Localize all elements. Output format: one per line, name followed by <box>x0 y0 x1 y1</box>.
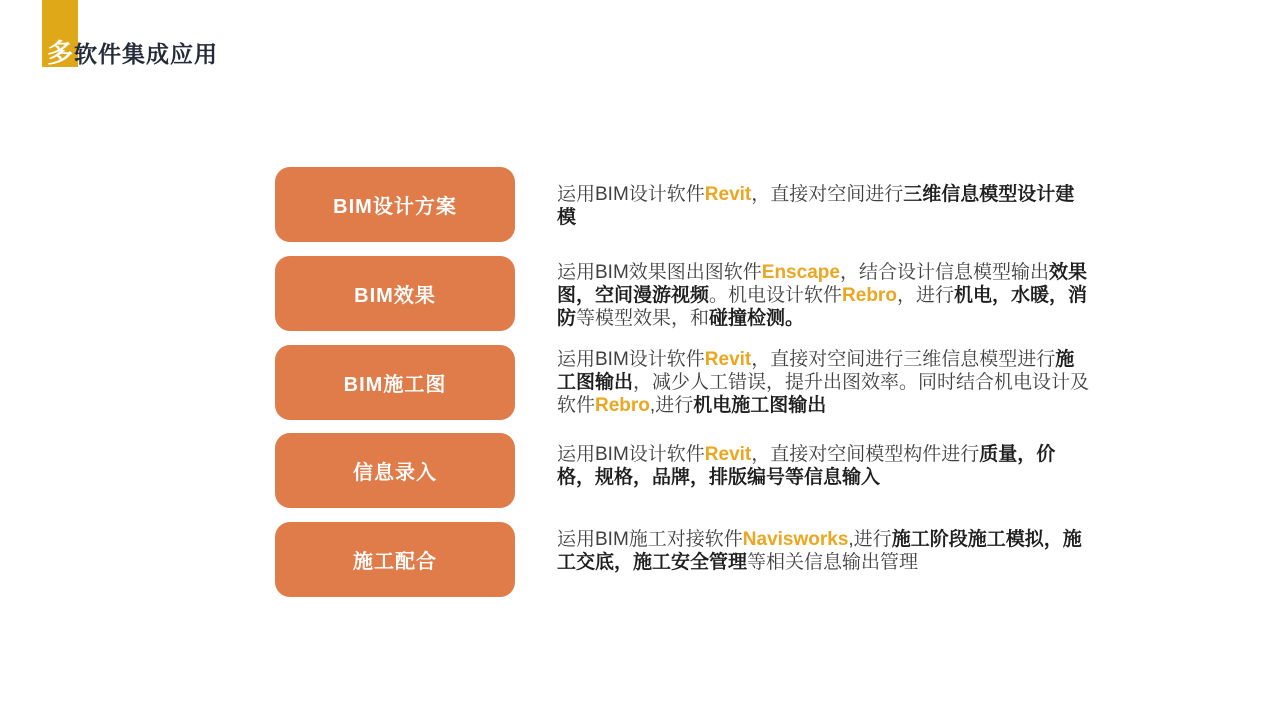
description-bim-effect <box>557 261 1091 330</box>
text-segment-normal: 运用BIM施工对接软件 <box>557 529 743 550</box>
text-segment-normal: ,进行 <box>649 395 694 416</box>
text-segment-normal: ，结合设计信息模型输出 <box>839 262 1049 283</box>
text-segment-normal: ，进行 <box>896 285 954 306</box>
text-segment-brand: Enscape <box>761 262 840 283</box>
description-bim-design-plan <box>557 183 1091 229</box>
description-bim-construction-drawing <box>557 348 1091 417</box>
text-segment-normal: 运用BIM效果图出图软件 <box>557 262 762 283</box>
category-pill-bim-construction-drawing: BIM施工图 <box>275 345 515 420</box>
text-segment-brand: Revit <box>704 444 752 465</box>
text-segment-normal: 。机电设计软件 <box>709 285 843 306</box>
text-segment-normal: ，减少人工错误，提升出图效率。同时结合机电设计及软件 <box>557 372 1090 416</box>
text-segment-brand: Rebro <box>842 285 897 306</box>
text-segment-brand: Rebro <box>595 395 650 416</box>
description-construction-cooperation <box>557 528 1091 574</box>
text-segment-bold: 三维信息模型设计建模 <box>557 184 1075 228</box>
text-segment-normal: 运用BIM设计软件 <box>557 184 705 205</box>
text-segment-brand: Navisworks <box>742 529 849 550</box>
category-pill-bim-effect: BIM效果 <box>275 256 515 331</box>
text-segment-bold: 机电，水暖，消防 <box>557 285 1087 329</box>
text-segment-normal: 等模型效果，和 <box>576 308 710 329</box>
text-segment-brand: Revit <box>704 349 752 370</box>
page-title-accent-char: 多 <box>47 38 75 68</box>
text-segment-normal: 运用BIM设计软件 <box>557 444 705 465</box>
text-segment-bold: 质量，价格，规格，品牌，排版编号等信息输入 <box>557 444 1056 488</box>
text-segment-normal: 运用BIM设计软件 <box>557 349 705 370</box>
category-pill-bim-design-plan: BIM设计方案 <box>275 167 515 242</box>
text-segment-brand: Revit <box>704 184 752 205</box>
text-segment-normal: ，直接对空间进行 <box>751 184 904 205</box>
text-segment-normal: ，直接对空间进行三维信息模型进行 <box>751 349 1056 370</box>
page-title-text: 软件集成应用 <box>74 41 219 67</box>
text-segment-normal: 等相关信息输出管理 <box>747 552 919 573</box>
description-info-entry <box>557 443 1091 489</box>
page-title <box>47 33 218 70</box>
text-segment-normal: ，直接对空间模型构件进行 <box>751 444 980 465</box>
text-segment-bold: 效果图，空间漫游视频 <box>557 262 1087 306</box>
text-segment-bold: 施工阶段施工模拟，施工交底，施工安全管理 <box>557 529 1082 573</box>
category-pill-construction-cooperation: 施工配合 <box>275 522 515 597</box>
text-segment-normal: ,进行 <box>848 529 892 550</box>
text-segment-bold: 机电施工图输出 <box>693 395 827 416</box>
text-segment-bold: 碰撞检测。 <box>709 308 805 329</box>
category-pill-info-entry: 信息录入 <box>275 433 515 508</box>
text-segment-bold: 施工图输出 <box>557 349 1075 393</box>
